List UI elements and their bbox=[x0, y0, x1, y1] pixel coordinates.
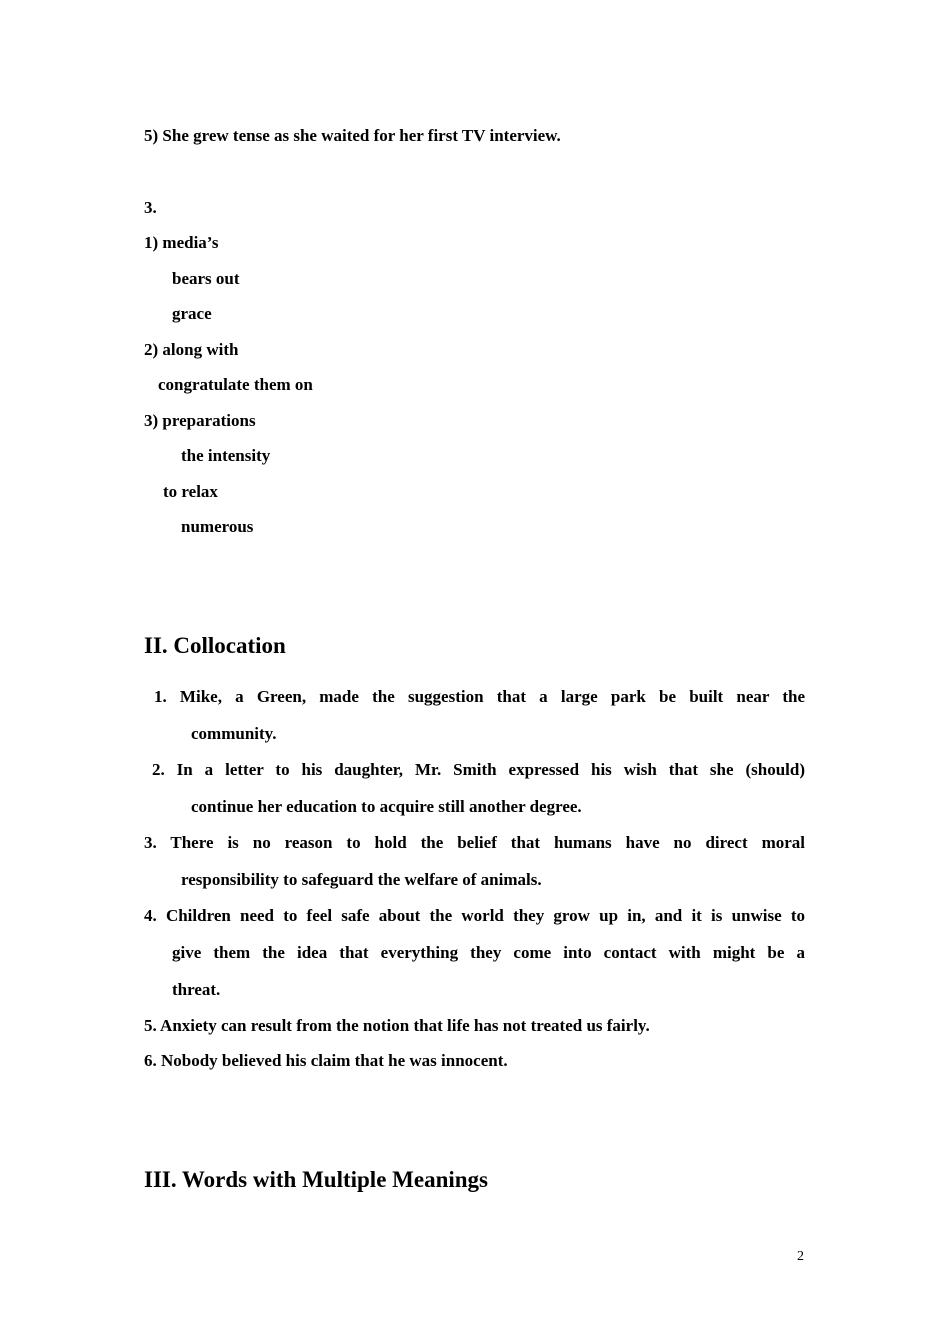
answer-line: grace bbox=[172, 304, 212, 323]
answer-line: 3) preparations bbox=[144, 411, 256, 430]
collocation-item-1-line1: 1. Mike, a Green, made the suggestion that a large park be built near the bbox=[154, 687, 805, 706]
answer-line: to relax bbox=[163, 482, 218, 501]
answer-line: 1) media’s bbox=[144, 233, 219, 252]
answer-line: bears out bbox=[172, 269, 240, 288]
collocation-item-5: 5. Anxiety can result from the notion that life has not treated us fairly. bbox=[144, 1016, 650, 1035]
answer-line: 2) along with bbox=[144, 340, 239, 359]
answer-line: numerous bbox=[181, 517, 254, 536]
collocation-item-3-line1: 3. There is no reason to hold the belief that humans have no direct moral bbox=[144, 833, 805, 852]
collocation-item-6: 6. Nobody believed his claim that he was innocent. bbox=[144, 1051, 508, 1070]
collocation-item-4-line1: 4. Children need to feel safe about the world they grow up in, and it is unwise to bbox=[144, 906, 805, 925]
page-number: 2 bbox=[797, 1249, 804, 1264]
collocation-heading: II. Collocation bbox=[144, 633, 286, 658]
sentence-5: 5) She grew tense as she waited for her first TV interview. bbox=[144, 126, 561, 145]
collocation-item-1-line2: community. bbox=[191, 724, 277, 743]
answer-line: congratulate them on bbox=[158, 375, 313, 394]
collocation-item-4-line3: threat. bbox=[172, 980, 221, 999]
answer-line: the intensity bbox=[181, 446, 271, 465]
collocation-item-2-line2: continue her education to acquire still another degree. bbox=[191, 797, 582, 816]
words-multiple-heading: III. Words with Multiple Meanings bbox=[144, 1167, 488, 1192]
collocation-item-3-line2: responsibility to safeguard the welfare of animals. bbox=[181, 870, 542, 889]
exercise-3-label: 3. bbox=[144, 198, 157, 217]
collocation-item-4-line2: give them the idea that everything they come into contact with might be a bbox=[172, 943, 805, 962]
collocation-item-2-line1: 2. In a letter to his daughter, Mr. Smith expressed his wish that she (should) bbox=[152, 760, 805, 779]
